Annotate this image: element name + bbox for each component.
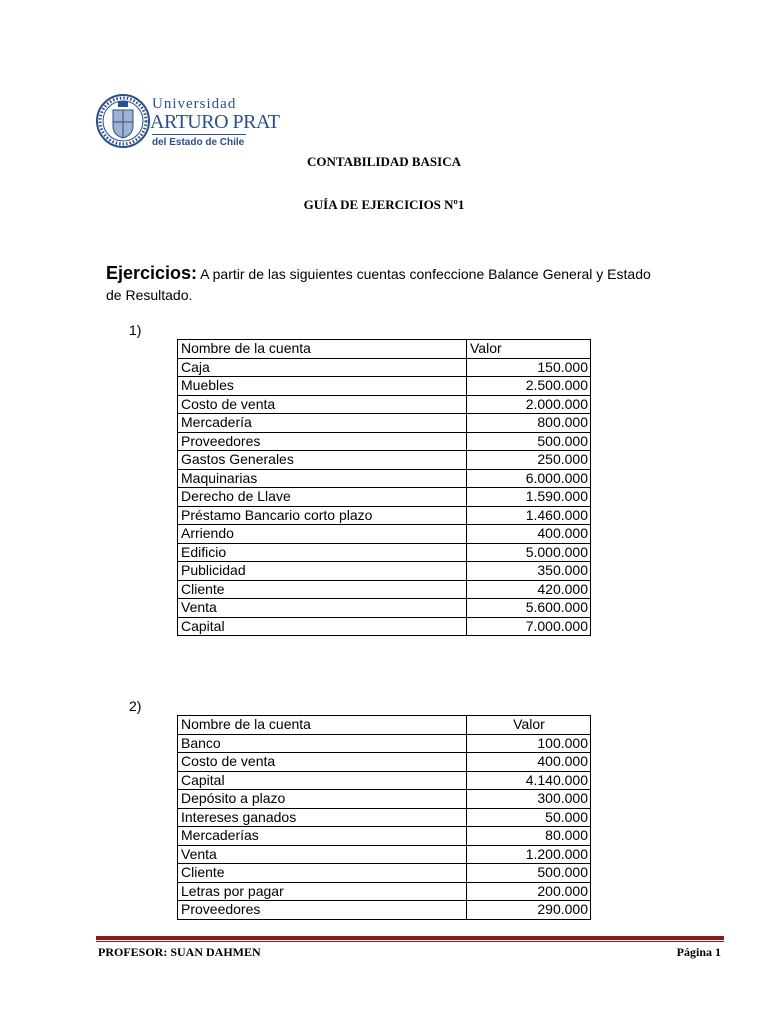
table-row xyxy=(178,580,591,599)
table-row xyxy=(178,543,591,562)
account-name: Depósito a plazo xyxy=(178,790,467,809)
table-row xyxy=(178,882,591,901)
instructions-lead: Ejercicios: xyxy=(106,263,198,283)
table-row xyxy=(178,790,591,809)
footer-rule-thick xyxy=(96,936,724,940)
account-name: Costo de venta xyxy=(178,395,467,414)
table-row xyxy=(178,358,591,377)
table-row xyxy=(178,377,591,396)
logo-line-1: Universidad xyxy=(152,96,237,112)
account-value: 200.000 xyxy=(467,882,591,901)
account-name: Muebles xyxy=(178,377,467,396)
account-value: 400.000 xyxy=(467,525,591,544)
table-row xyxy=(178,451,591,470)
exercise-1-number: 1) xyxy=(129,322,142,338)
university-logo xyxy=(96,90,280,152)
account-name: Mercadería xyxy=(178,414,467,433)
account-value: 100.000 xyxy=(467,734,591,753)
header-value: Valor xyxy=(467,716,591,735)
table-row xyxy=(178,488,591,507)
account-name: Banco xyxy=(178,734,467,753)
account-name: Capital xyxy=(178,617,467,636)
account-value: 50.000 xyxy=(467,808,591,827)
account-name: Gastos Generales xyxy=(178,451,467,470)
table-header-row xyxy=(178,340,591,359)
table-row xyxy=(178,771,591,790)
account-value: 4.140.000 xyxy=(467,771,591,790)
account-name: Mercaderías xyxy=(178,827,467,846)
account-value: 1.460.000 xyxy=(467,506,591,525)
account-value: 2.500.000 xyxy=(467,377,591,396)
table-row xyxy=(178,734,591,753)
account-value: 80.000 xyxy=(467,827,591,846)
account-value: 6.000.000 xyxy=(467,469,591,488)
table-row xyxy=(178,827,591,846)
account-name: Letras por pagar xyxy=(178,882,467,901)
footer-page-number: Página 1 xyxy=(676,945,721,959)
table-row xyxy=(178,414,591,433)
footer-professor: PROFESOR: SUAN DAHMEN xyxy=(98,945,261,959)
account-name: Proveedores xyxy=(178,432,467,451)
account-name: Venta xyxy=(178,845,467,864)
account-value: 1.590.000 xyxy=(467,488,591,507)
account-value: 150.000 xyxy=(467,358,591,377)
account-value: 500.000 xyxy=(467,864,591,883)
account-name: Cliente xyxy=(178,864,467,883)
account-value: 2.000.000 xyxy=(467,395,591,414)
table-row xyxy=(178,617,591,636)
header-account-name: Nombre de la cuenta xyxy=(178,340,467,359)
account-value: 350.000 xyxy=(467,562,591,581)
account-name: Cliente xyxy=(178,580,467,599)
account-name: Edificio xyxy=(178,543,467,562)
exercise-2-table xyxy=(177,715,591,920)
table-row xyxy=(178,395,591,414)
instructions-text: A partir de las siguientes cuentas confeccione Balance General y Estado de Resultado. xyxy=(106,266,651,303)
account-name: Capital xyxy=(178,771,467,790)
account-name: Caja xyxy=(178,358,467,377)
account-value: 500.000 xyxy=(467,432,591,451)
account-value: 420.000 xyxy=(467,580,591,599)
header-value: Valor xyxy=(467,340,591,359)
account-value: 250.000 xyxy=(467,451,591,470)
account-name: Arriendo xyxy=(178,525,467,544)
table-row xyxy=(178,845,591,864)
account-name: Préstamo Bancario corto plazo xyxy=(178,506,467,525)
exercise-2-number: 2) xyxy=(129,698,142,714)
logo-line-3: del Estado de Chile xyxy=(152,137,245,148)
account-value: 1.200.000 xyxy=(467,845,591,864)
footer-rule-thin xyxy=(96,941,724,942)
table-row xyxy=(178,901,591,920)
account-value: 7.000.000 xyxy=(467,617,591,636)
table-row xyxy=(178,864,591,883)
university-seal-icon xyxy=(96,90,152,152)
document-subtitle: GUÍA DE EJERCICIOS Nº1 xyxy=(303,197,465,212)
logo-divider xyxy=(152,134,246,135)
account-value: 300.000 xyxy=(467,790,591,809)
instructions xyxy=(106,263,666,306)
logo-line-2: ARTURO PRAT xyxy=(150,111,280,133)
account-name: Costo de venta xyxy=(178,753,467,772)
account-value: 400.000 xyxy=(467,753,591,772)
account-name: Proveedores xyxy=(178,901,467,920)
table-header-row xyxy=(178,716,591,735)
table-row xyxy=(178,753,591,772)
account-value: 5.000.000 xyxy=(467,543,591,562)
account-name: Derecho de Llave xyxy=(178,488,467,507)
table-row xyxy=(178,599,591,618)
account-name: Maquinarias xyxy=(178,469,467,488)
table-row xyxy=(178,506,591,525)
account-value: 290.000 xyxy=(467,901,591,920)
table-row xyxy=(178,808,591,827)
account-name: Publicidad xyxy=(178,562,467,581)
table-row xyxy=(178,469,591,488)
table-row xyxy=(178,432,591,451)
account-name: Intereses ganados xyxy=(178,808,467,827)
account-name: Venta xyxy=(178,599,467,618)
account-value: 5.600.000 xyxy=(467,599,591,618)
account-value: 800.000 xyxy=(467,414,591,433)
header-account-name: Nombre de la cuenta xyxy=(178,716,467,735)
table-row xyxy=(178,525,591,544)
document-title: CONTABILIDAD BASICA xyxy=(307,154,461,169)
table-row xyxy=(178,562,591,581)
exercise-1-table xyxy=(177,339,591,636)
